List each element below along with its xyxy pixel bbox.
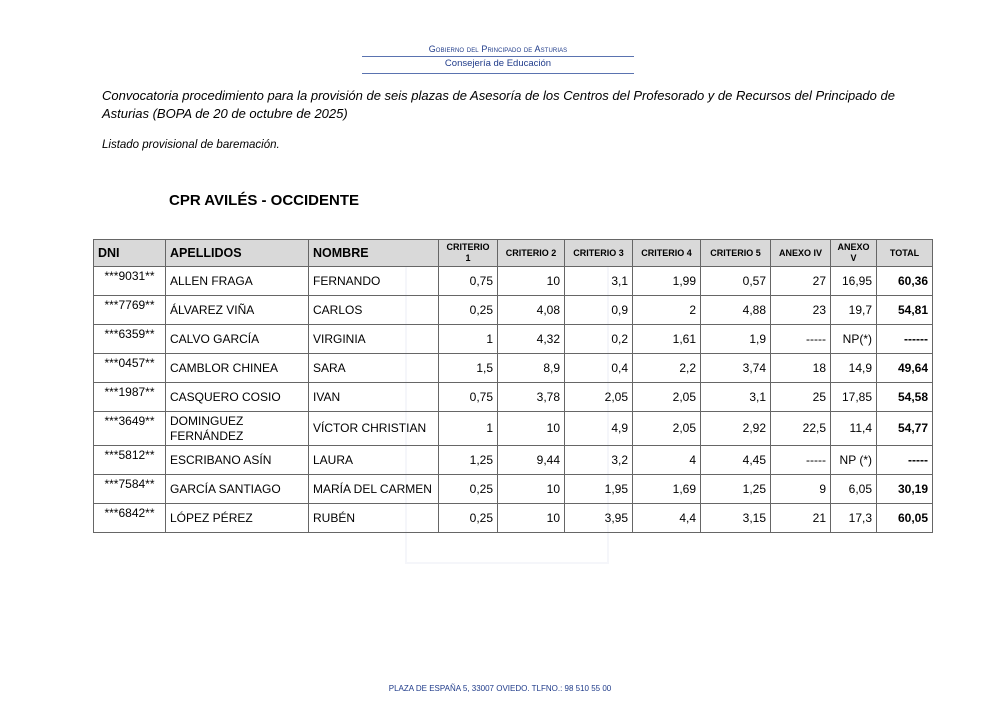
table-row	[94, 412, 933, 446]
column-header: CRITERIO 5	[701, 240, 771, 267]
intro-text: Convocatoria procedimiento para la provisión de seis plazas de Asesoría de los Centros del Profesorado y de Recursos del Principado de Asturias (BOPA de 20 de octubre de 2025)	[102, 88, 895, 121]
dni-cell: ***9031**	[94, 267, 166, 296]
criterio3-cell: 2,05	[565, 383, 633, 412]
header-org: Gobierno del Principado de Asturias	[428, 44, 568, 54]
criterio5-cell: 1,9	[701, 325, 771, 354]
anexo-v-cell: 17,85	[831, 383, 877, 412]
table-row	[94, 354, 933, 383]
table-row	[94, 296, 933, 325]
criterio4-cell: 4,4	[633, 504, 701, 533]
anexo-iv-cell: 27	[771, 267, 831, 296]
nombre-cell: VIRGINIA	[309, 325, 439, 354]
criterio3-cell: 4,9	[565, 412, 633, 446]
anexo-iv-cell: 22,5	[771, 412, 831, 446]
nombre-cell: SARA	[309, 354, 439, 383]
anexo-v-cell: 14,9	[831, 354, 877, 383]
criterio4-cell: 1,69	[633, 475, 701, 504]
criterio3-cell: 3,95	[565, 504, 633, 533]
nombre-cell: CARLOS	[309, 296, 439, 325]
dni-cell: ***7769**	[94, 296, 166, 325]
apellidos-cell: CALVO GARCÍA	[166, 325, 309, 354]
column-header: ANEXO V	[831, 240, 877, 267]
criterio1-cell: 0,75	[439, 267, 498, 296]
criterio4-cell: 1,61	[633, 325, 701, 354]
column-header: TOTAL	[877, 240, 933, 267]
criterio5-cell: 2,92	[701, 412, 771, 446]
nombre-cell: VÍCTOR CHRISTIAN	[309, 412, 439, 446]
total-cell: -----	[877, 446, 933, 475]
criterio1-cell: 0,25	[439, 475, 498, 504]
table-row	[94, 504, 933, 533]
table-row	[94, 325, 933, 354]
column-header: ANEXO IV	[771, 240, 831, 267]
total-cell: 54,81	[877, 296, 933, 325]
criterio1-cell: 0,25	[439, 296, 498, 325]
criterio5-cell: 0,57	[701, 267, 771, 296]
dni-cell: ***5812**	[94, 446, 166, 475]
criterio4-cell: 1,99	[633, 267, 701, 296]
criterio1-cell: 1	[439, 325, 498, 354]
criterio4-cell: 2,2	[633, 354, 701, 383]
dni-cell: ***6359**	[94, 325, 166, 354]
column-header: CRITERIO 4	[633, 240, 701, 267]
anexo-v-cell: 19,7	[831, 296, 877, 325]
dni-cell: ***7584**	[94, 475, 166, 504]
total-cell: 60,36	[877, 267, 933, 296]
dni-cell: ***1987**	[94, 383, 166, 412]
anexo-iv-cell: 9	[771, 475, 831, 504]
header-divider	[362, 73, 634, 74]
criterio2-cell: 4,08	[498, 296, 565, 325]
criterio2-cell: 8,9	[498, 354, 565, 383]
anexo-iv-cell: 25	[771, 383, 831, 412]
apellidos-cell: ALLEN FRAGA	[166, 267, 309, 296]
anexo-v-cell: 11,4	[831, 412, 877, 446]
nombre-cell: FERNANDO	[309, 267, 439, 296]
criterio3-cell: 1,95	[565, 475, 633, 504]
dni-cell: ***6842**	[94, 504, 166, 533]
total-cell: 49,64	[877, 354, 933, 383]
criterio1-cell: 1	[439, 412, 498, 446]
criterio1-cell: 1,5	[439, 354, 498, 383]
apellidos-cell: ESCRIBANO ASÍN	[166, 446, 309, 475]
criterio5-cell: 4,88	[701, 296, 771, 325]
criterio2-cell: 3,78	[498, 383, 565, 412]
criterio3-cell: 3,2	[565, 446, 633, 475]
criterio2-cell: 10	[498, 267, 565, 296]
criterio2-cell: 4,32	[498, 325, 565, 354]
criterio1-cell: 0,75	[439, 383, 498, 412]
apellidos-cell: ÁLVAREZ VIÑA	[166, 296, 309, 325]
criterio1-cell: 0,25	[439, 504, 498, 533]
apellidos-cell: GARCÍA SANTIAGO	[166, 475, 309, 504]
criterio2-cell: 10	[498, 504, 565, 533]
anexo-v-cell: 17,3	[831, 504, 877, 533]
column-header: DNI	[94, 240, 166, 267]
table-row	[94, 446, 933, 475]
total-cell: 54,58	[877, 383, 933, 412]
criterio2-cell: 10	[498, 412, 565, 446]
column-header: APELLIDOS	[166, 240, 309, 267]
criterio5-cell: 3,1	[701, 383, 771, 412]
column-header: CRITERIO 1	[439, 240, 498, 267]
criterio5-cell: 3,74	[701, 354, 771, 383]
apellidos-cell: CAMBLOR CHINEA	[166, 354, 309, 383]
criterio3-cell: 0,2	[565, 325, 633, 354]
nombre-cell: LAURA	[309, 446, 439, 475]
criterio5-cell: 3,15	[701, 504, 771, 533]
anexo-v-cell: 16,95	[831, 267, 877, 296]
table-row	[94, 383, 933, 412]
anexo-iv-cell: -----	[771, 446, 831, 475]
anexo-iv-cell: -----	[771, 325, 831, 354]
nombre-cell: IVAN	[309, 383, 439, 412]
criterio4-cell: 2	[633, 296, 701, 325]
apellidos-cell: CASQUERO COSIO	[166, 383, 309, 412]
criterio1-cell: 1,25	[439, 446, 498, 475]
header-divider	[362, 56, 634, 57]
nombre-cell: MARÍA DEL CARMEN	[309, 475, 439, 504]
criterio2-cell: 9,44	[498, 446, 565, 475]
anexo-v-cell: NP (*)	[831, 446, 877, 475]
apellidos-cell: LÓPEZ PÉREZ	[166, 504, 309, 533]
subtitle: Listado provisional de baremación.	[102, 139, 280, 151]
table-row	[94, 475, 933, 504]
anexo-iv-cell: 18	[771, 354, 831, 383]
header-dept: Consejería de Educación	[444, 58, 552, 69]
table-row	[94, 267, 933, 296]
total-cell: 30,19	[877, 475, 933, 504]
column-header: NOMBRE	[309, 240, 439, 267]
anexo-v-cell: 6,05	[831, 475, 877, 504]
footer-address: PLAZA DE ESPAÑA 5, 33007 OVIEDO. TLFNO.: 98 510 55 00	[388, 684, 612, 693]
column-header: CRITERIO 3	[565, 240, 633, 267]
criterio4-cell: 2,05	[633, 412, 701, 446]
section-title: CPR AVILÉS - OCCIDENTE	[169, 192, 360, 209]
criterio4-cell: 4	[633, 446, 701, 475]
apellidos-cell: DOMINGUEZ FERNÁNDEZ	[166, 412, 309, 446]
criterio5-cell: 4,45	[701, 446, 771, 475]
criterio3-cell: 3,1	[565, 267, 633, 296]
scores-table	[93, 239, 933, 533]
total-cell: ------	[877, 325, 933, 354]
total-cell: 54,77	[877, 412, 933, 446]
anexo-v-cell: NP(*)	[831, 325, 877, 354]
dni-cell: ***0457**	[94, 354, 166, 383]
anexo-iv-cell: 23	[771, 296, 831, 325]
anexo-iv-cell: 21	[771, 504, 831, 533]
criterio5-cell: 1,25	[701, 475, 771, 504]
criterio4-cell: 2,05	[633, 383, 701, 412]
criterio3-cell: 0,4	[565, 354, 633, 383]
criterio2-cell: 10	[498, 475, 565, 504]
dni-cell: ***3649**	[94, 412, 166, 446]
column-header: CRITERIO 2	[498, 240, 565, 267]
criterio3-cell: 0,9	[565, 296, 633, 325]
nombre-cell: RUBÉN	[309, 504, 439, 533]
total-cell: 60,05	[877, 504, 933, 533]
